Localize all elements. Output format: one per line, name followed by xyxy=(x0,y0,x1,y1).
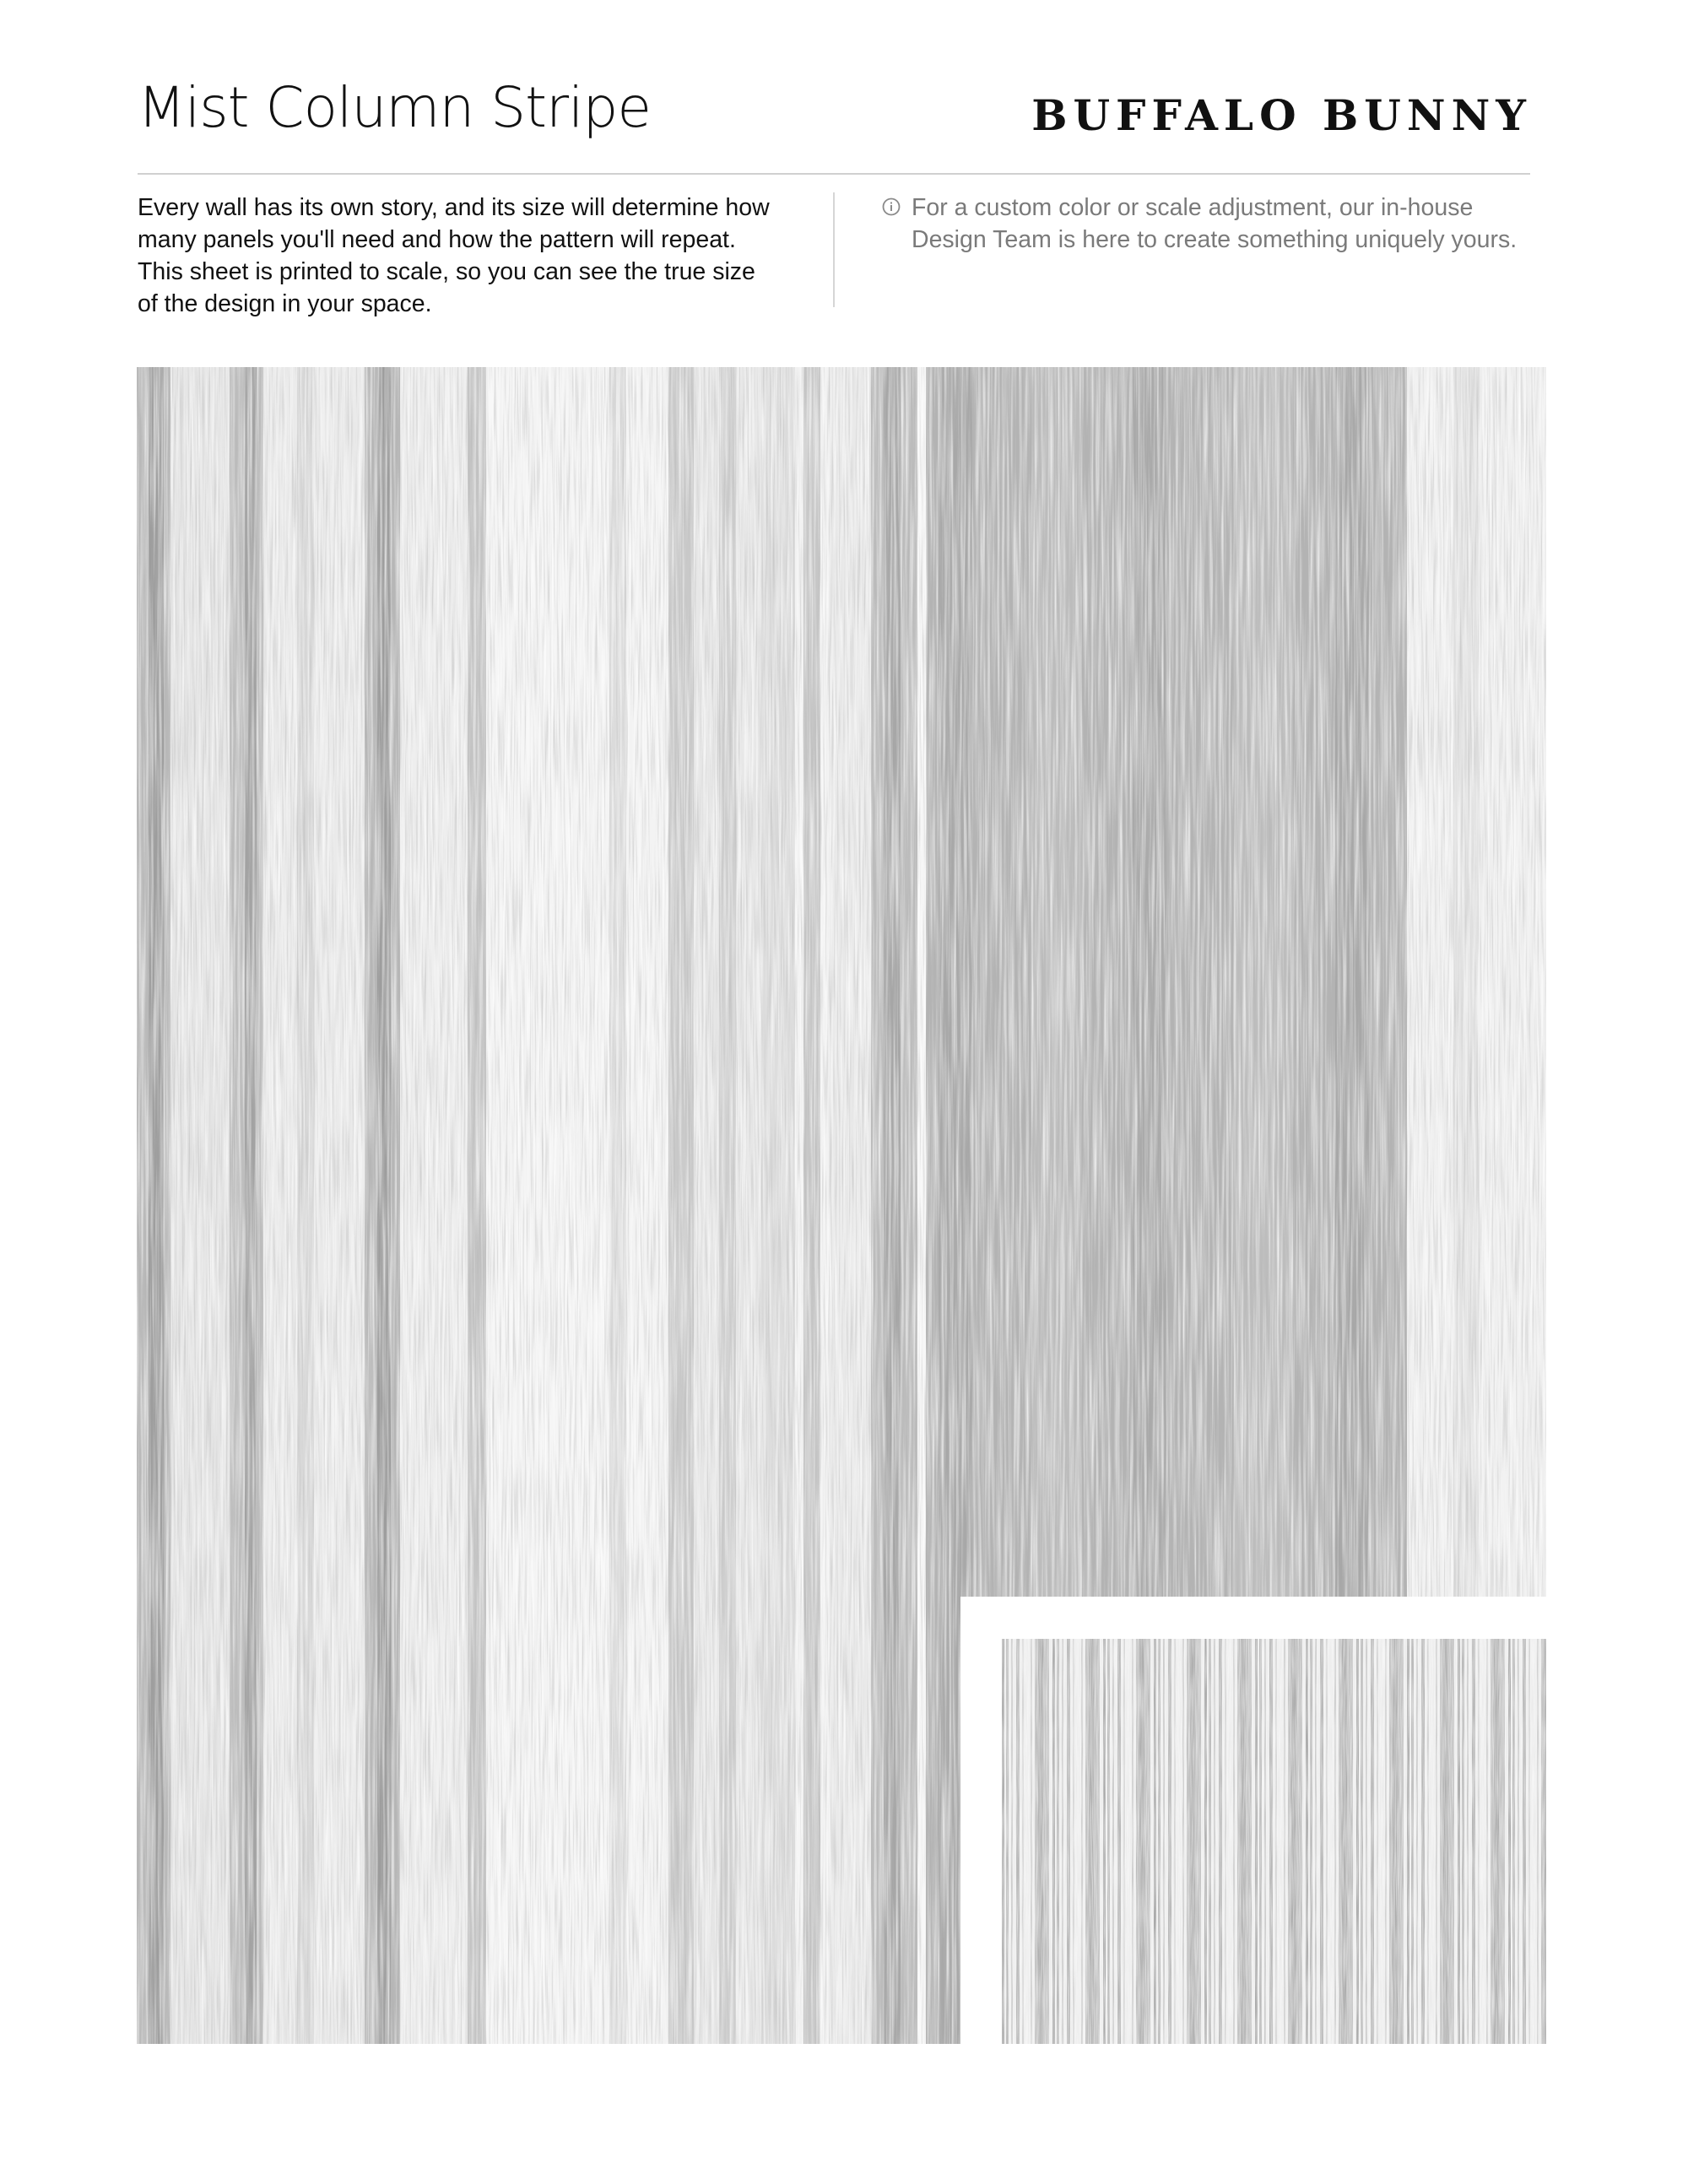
page-title: Mist Column Stripe xyxy=(138,75,652,140)
custom-design-note: For a custom color or scale adjustment, our in-house Design Team is here to create something uniquely yours. xyxy=(912,194,1518,253)
column-divider xyxy=(833,192,835,307)
intro-paragraph: Every wall has its own story, and its size will determine how many panels you'll need and how the pattern will repeat. This sheet is printed to scale, so you can see the true size of the design in your space. xyxy=(138,194,770,317)
info-icon xyxy=(882,197,901,216)
pattern-repeat-thumbnail xyxy=(1002,1639,1546,2044)
brand-logo: BUFFALO BUNNY xyxy=(1031,90,1532,140)
header-divider xyxy=(138,173,1530,175)
